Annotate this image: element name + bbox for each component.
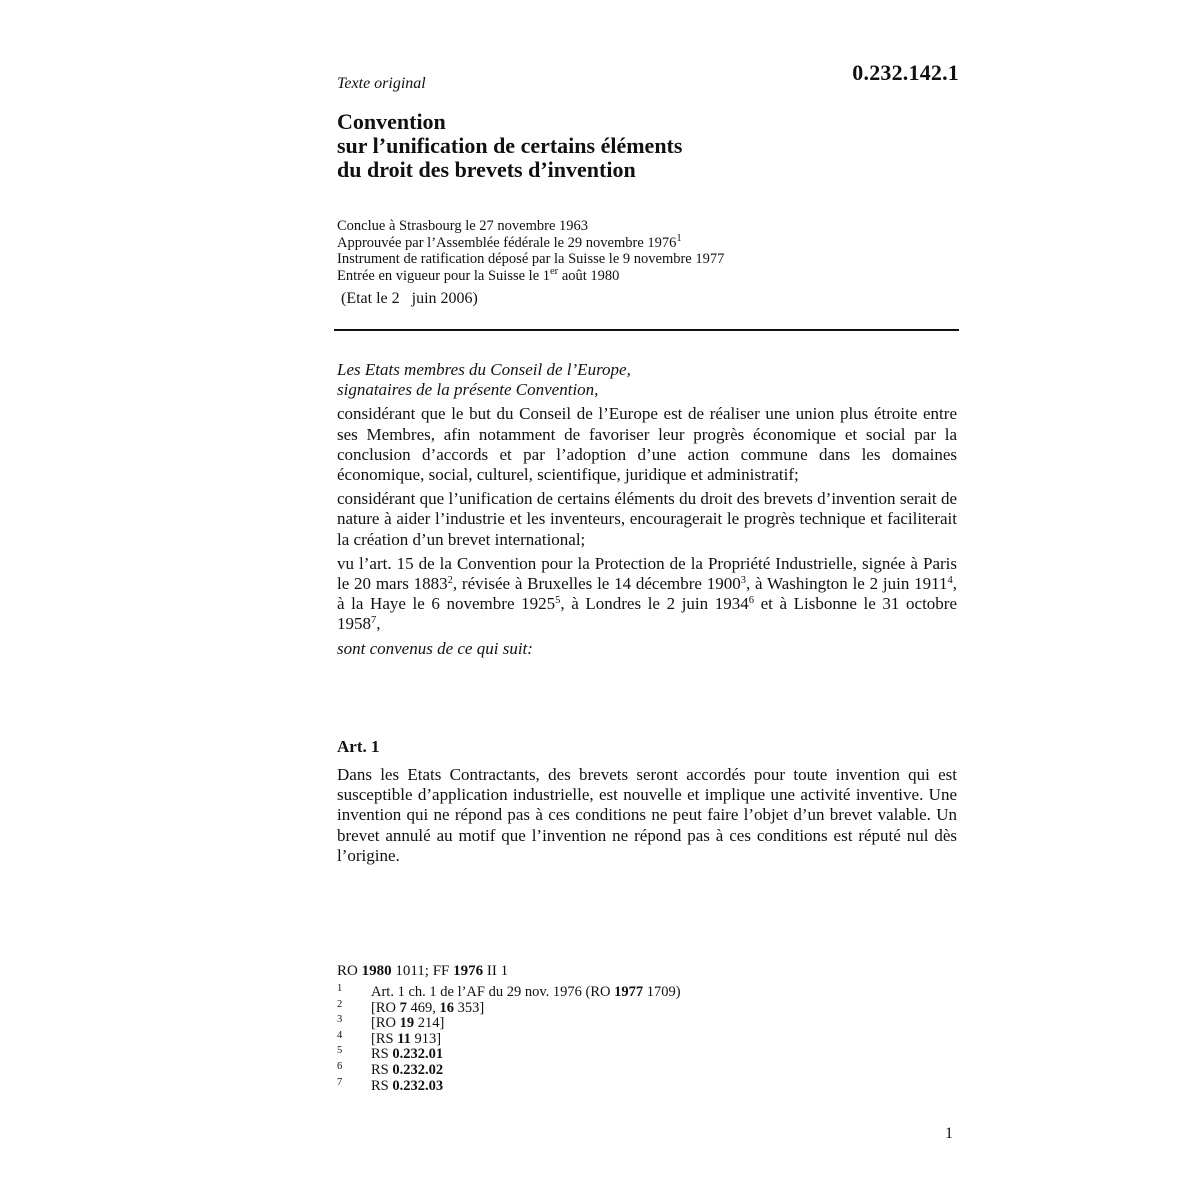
footnote-number: 1 [337, 983, 343, 994]
sr-number: 0.232.142.1 [852, 60, 959, 85]
fn-bold: 1977 [614, 984, 644, 1000]
title-line-2: sur l’unification de certains éléments [337, 133, 683, 158]
entry-into-force-line [337, 265, 724, 285]
fn-bold: 0.232.02 [392, 1061, 444, 1078]
fn-text: [RO [371, 1015, 400, 1032]
fn-head-bold: 1976 [453, 963, 484, 979]
preamble-paragraph-3 [337, 554, 957, 635]
footnote-text [371, 1001, 484, 1017]
entry-text-end: août 1980 [558, 267, 620, 284]
fn-text: 913] [410, 1030, 442, 1047]
title-line-1: Convention [337, 109, 446, 134]
document-page [337, 0, 959, 1200]
fn-head-text: RO [337, 963, 362, 979]
footnote-text [371, 1079, 443, 1095]
preamble-paragraph-2: considérant que l’unification de certains éléments du droit des brevets d’invention serait de nature à aider l’industrie et les inventeurs, encouragerait le progrès technique et faciliterait la création d’un brevet international; [337, 489, 957, 549]
footnote-ref[interactable]: 7 [371, 615, 377, 627]
footnote-ref[interactable]: 6 [748, 595, 754, 607]
article-1-text: Dans les Etats Contractants, des brevets seront accordés pour toute invention qui est susceptible d’application industrielle, est nouvelle et implique une activité inventive. Une invention qui ne répond pas à ces conditions ne peut faire l’objet d’un brevet valable. Un brevet annulé au motif que l’invention ne répond pas à ces conditions est réputé nul dès l’origine. [337, 765, 957, 865]
footnote-ref[interactable]: 3 [740, 575, 746, 587]
preamble-intro-1: Les Etats membres du Conseil de l’Europe, [337, 360, 631, 379]
footnote-number: 2 [337, 998, 343, 1010]
para3-text: , [376, 614, 381, 634]
concluded-line: Conclue à Strasbourg le 27 novembre 1963 [337, 218, 589, 234]
title-line-3: du droit des brevets d’invention [337, 157, 636, 182]
footnote-number: 7 [337, 1076, 343, 1088]
fn-bold: 11 [397, 1030, 411, 1047]
fn-text: 353] [453, 999, 485, 1016]
footnote-text [371, 1032, 441, 1048]
fn-bold: 0.232.01 [392, 1046, 444, 1063]
fn-text: 1709) [643, 984, 681, 1000]
preamble-paragraph-1: considérant que le but du Conseil de l’Europe est de réaliser une union plus étroite entre ses Membres, afin notamment de favoriser leur progrès économique et social par la conclusion d’accords et par l’adoption d’une action commune dans les domaines économique, social, culturel, scientifique, juridique et administratif; [337, 404, 957, 485]
document-title [337, 110, 682, 182]
footnote-number: 3 [337, 1014, 343, 1026]
approved-text: Approuvée par l’Assemblée fédérale le 29 novembre 1976 [337, 234, 677, 251]
footnote-ref[interactable]: 1 [676, 232, 682, 244]
footnote-text [371, 1016, 444, 1032]
fn-text: [RO [371, 999, 400, 1016]
document-metadata [337, 218, 724, 284]
preamble-intro-2: signataires de la présente Convention, [337, 380, 599, 400]
para3-text: , à la Haye le 6 novembre 1925 [337, 574, 957, 614]
fn-bold: 16 [439, 999, 454, 1016]
entry-text: Entrée en vigueur pour la Suisse le 1 [337, 267, 551, 284]
fn-text: RS [371, 1046, 393, 1063]
footnote-text [371, 1063, 443, 1079]
fn-text: RS [371, 1061, 393, 1078]
header-divider [334, 329, 959, 331]
footnote-number: 6 [337, 1060, 343, 1072]
footnote-number: 5 [337, 1045, 343, 1057]
fn-bold: 19 [399, 1015, 415, 1032]
ratification-line: Instrument de ratification déposé par la Suisse le 9 novembre 1977 [337, 251, 725, 267]
footnote-text [371, 1047, 443, 1063]
fn-text: Art. 1 ch. 1 de l’AF du 29 nov. 1976 (RO [371, 984, 615, 1000]
fn-text: RS [371, 1077, 393, 1094]
footnote-ref[interactable]: 4 [947, 575, 953, 587]
fn-bold: 0.232.03 [392, 1077, 444, 1094]
page-number: 1 [945, 1125, 953, 1142]
para3-text: , à Washington le 2 juin 1911 [745, 574, 948, 594]
preamble [337, 360, 957, 659]
para3-text: vu l’art. 15 de la Convention pour la Protection de la Propriété Industrielle, signée à Paris le 20 mars 1883 [337, 553, 957, 594]
para3-text: et à Lisbonne le 31 octobre 1958 [337, 594, 957, 634]
original-text-label: Texte original [337, 75, 426, 92]
state-date: (Etat le 2 juin 2006) [341, 290, 478, 307]
fn-head-text: 1011; FF [391, 963, 454, 979]
fn-text: 214] [414, 1015, 445, 1032]
fn-head-bold: 1980 [361, 963, 392, 979]
footnote-number: 4 [337, 1029, 343, 1041]
footnote-ref[interactable]: 2 [447, 575, 453, 587]
footnotes-header [337, 963, 508, 980]
para3-text: , à Londres le 2 juin 1934 [560, 594, 749, 614]
ordinal-sup: er [550, 265, 559, 277]
fn-bold: 7 [399, 999, 407, 1016]
fn-head-text: II 1 [483, 963, 509, 979]
preamble-closing: sont convenus de ce qui suit: [337, 638, 533, 658]
article-1-heading: Art. 1 [337, 737, 380, 756]
fn-text: [RS [371, 1030, 398, 1047]
fn-text: 469, [406, 999, 440, 1016]
footnote-text [371, 985, 681, 1001]
footnote-ref[interactable]: 5 [555, 595, 561, 607]
approved-line [337, 232, 724, 252]
para3-text: , révisée à Bruxelles le 14 décembre 1900 [452, 574, 741, 594]
